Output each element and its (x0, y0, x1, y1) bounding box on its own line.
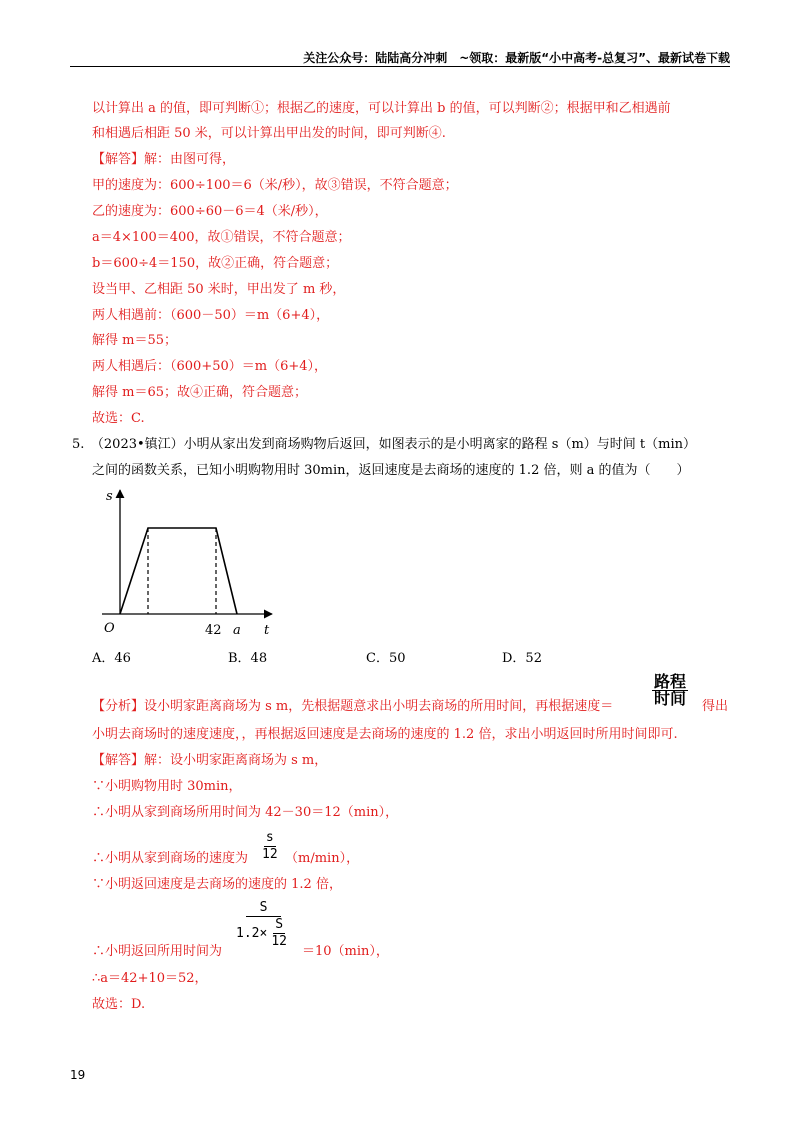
prev-line-12: 解得 m＝65；故④正确，符合题意； (92, 385, 308, 400)
return-time-numerator: S (246, 900, 282, 917)
solution-line-8: 故选：D. (92, 997, 146, 1012)
solution-line-4: ∴小明从家到商场的速度为 (92, 851, 249, 866)
tick-a-label: a (233, 623, 241, 638)
return-time-fraction (232, 900, 295, 950)
return-time-denominator-factor: 1.2× (236, 925, 268, 941)
x-axis-label: t (264, 623, 270, 638)
page-number: 19 (70, 1068, 86, 1082)
analysis-line-1-tail: 得出 (702, 699, 729, 714)
prev-line-7: b＝600÷4＝150，故②正确，符合题意； (92, 256, 339, 271)
page-header: 关注公众号：陆陆高分冲刺 ~领取：最新版“小中高考-总复习”、最新试卷下载 (303, 51, 730, 65)
prev-line-8: 设当甲、乙相距 50 米时，甲出发了 m 秒， (92, 282, 346, 297)
option-a[interactable]: A．46 (92, 651, 131, 666)
prev-line-2: 和相遇后相距 50 米，可以计算出甲出发的时间，即可判断④. (92, 126, 446, 141)
analysis-line-1: 【分析】设小明家距离商场为 s m，先根据题意求出小明去商场的所用时间，再根据速度＝ (92, 699, 614, 714)
prev-line-10: 解得 m＝55； (92, 333, 178, 348)
prev-line-3: 【解答】解：由图可得， (92, 152, 236, 167)
solution-line-6-tail: ＝10（min）， (302, 944, 389, 959)
header-rule (70, 66, 730, 67)
prev-line-9: 两人相遇前：（600－50）＝m（6+4）， (92, 308, 330, 323)
option-d[interactable]: D．52 (502, 651, 542, 666)
prev-line-5: 乙的速度为：600÷60－6＝4（米/秒）， (92, 204, 328, 219)
speed-numerator: s (265, 830, 274, 845)
tick-42-label: 42 (205, 623, 222, 638)
distance-time-graph (92, 484, 292, 644)
option-b[interactable]: B．48 (228, 651, 268, 666)
speed-formula-fraction (650, 674, 690, 707)
prev-line-13: 故选：C. (92, 411, 145, 426)
inner-numerator: S (275, 917, 284, 932)
solution-line-5: ∵小明返回速度是去商场的速度的 1.2 倍， (92, 877, 342, 892)
question-5-line-1: 5. （2023•镇江）小明从家出发到商场购物后返回，如图表示的是小明离家的路程 s（m）与时间 t（min） (72, 437, 697, 452)
inner-denominator: 12 (271, 934, 287, 949)
speed-denominator: 12 (262, 847, 278, 862)
solution-line-6: ∴小明返回所用时间为 (92, 944, 223, 959)
analysis-line-2: 小明去商场时的速度速度，，再根据返回速度是去商场的速度的 1.2 倍，求出小明返回时所用时间即可. (92, 727, 678, 742)
prev-line-4: 甲的速度为：600÷100＝6（米/秒），故③错误，不符合题意； (92, 178, 458, 193)
prev-line-11: 两人相遇后：（600+50）＝m（6+4）， (92, 359, 328, 374)
solution-line-7: ∴a＝42+10＝52， (92, 971, 208, 986)
prev-line-1: 以计算出 a 的值，即可判断①；根据乙的速度，可以计算出 b 的值，可以判断②；根据甲和乙相遇前 (92, 101, 671, 116)
solution-line-1: 【解答】解：设小明家距离商场为 s m， (92, 753, 328, 768)
question-5-line-2: 之间的函数关系，已知小明购物用时 30min，返回速度是去商场的速度的 1.2 倍，则 a 的值为（ ） (92, 463, 690, 478)
distance-line (120, 528, 237, 614)
formula-numerator: 路程 (654, 672, 687, 691)
prev-line-6: a＝4×100＝400，故①错误，不符合题意； (92, 230, 351, 245)
solution-line-2: ∵小明购物用时 30min， (92, 779, 242, 794)
solution-line-4-tail: （m/min）， (285, 851, 360, 866)
y-axis-label: s (106, 489, 113, 504)
formula-denominator: 时间 (654, 689, 687, 708)
solution-line-3: ∴小明从家到商场所用时间为 42－30＝12（min）， (92, 805, 399, 820)
option-c[interactable]: C．50 (366, 651, 406, 666)
speed-fraction (258, 830, 282, 863)
origin-label: O (104, 621, 115, 636)
